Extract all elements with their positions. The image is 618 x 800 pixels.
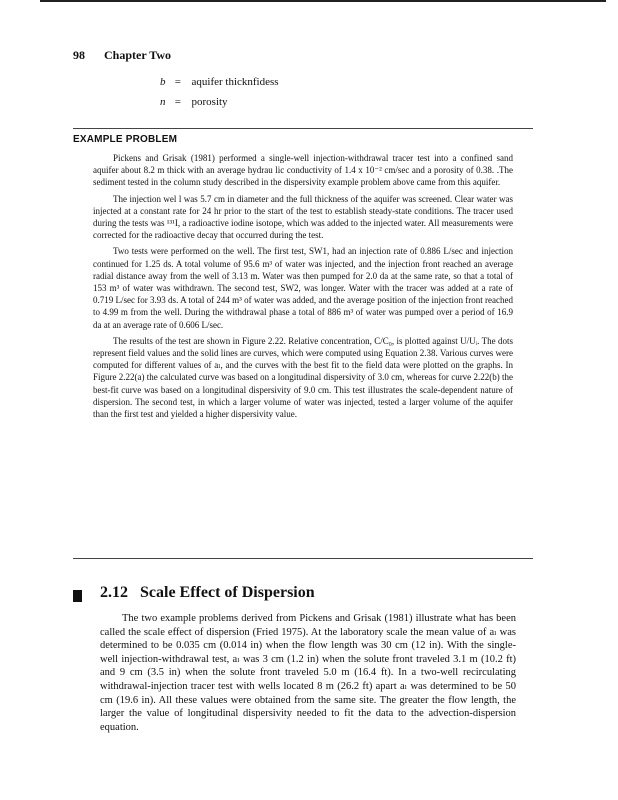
symbol-definition	[160, 96, 228, 108]
section-paragraph: The two example problems derived from Pickens and Grisak (1981) illustrate what has been called the scale effect of dispersion (Fried 1975). At the laboratory scale the mean value of aₗ was determined to be 0.035 cm (0.014 in) when the flow length was 30 cm (12 in). With the single-well injection-withdrawal test, aₗ was 3 cm (1.2 in) when the solute front traveled 3.1 m (10.2 ft) and 9 cm (3.5 in) when the solute front traveled 5.0 m (16.4 ft). In a two-well recirculating withdrawal-injection tracer test with wells located 8 m (26.2 ft) apart aₗ was determined to be 50 cm (19.6 in). All these values were obtained from the same site. The greater the flow length, the larger the value of longitudinal dispersivity needed to fit the data to the advection-dispersion equation.	[100, 613, 516, 733]
example-body	[93, 152, 513, 424]
section-heading	[100, 584, 315, 602]
example-bottom-rule	[73, 558, 533, 559]
section-body	[100, 612, 516, 734]
symbol-description: aquifer thicknfidess	[191, 76, 279, 88]
chapter-title: Chapter Two	[104, 48, 172, 62]
example-paragraph: The injection wel l was 5.7 cm in diameter and the full thickness of the aquifer was screened. Clear water was injected at a constant rate for 24 hr prior to the start of the test to establish steady-state conditions. The tracer used during the tests was ¹³¹I, a radioactive iodine isotope, which was added to the injected water. All measurements were corrected for the radioactive decay that occurred during the test.	[93, 193, 513, 241]
example-title: EXAMPLE PROBLEM	[73, 134, 178, 145]
section-number: 2.12	[100, 584, 128, 601]
equals-sign: =	[174, 76, 181, 88]
symbol: b	[160, 76, 166, 88]
example-paragraph: Pickens and Grisak (1981) performed a single-well injection-withdrawal tracer test into a confined sand aquifer about 8.2 m thick with an average hydrau lic conductivity of 1.4 x 10⁻² cm/sec and a porosity of 0.38. .The sediment tested in the column study described in the dispersivity example problem above came from this aquifer.	[93, 153, 513, 188]
top-rule	[40, 0, 606, 2]
section-title: Scale Effect of Dispersion	[140, 584, 315, 601]
symbol-definition	[160, 76, 279, 88]
example-paragraph: Two tests were performed on the well. The first test, SW1, had an injection rate of 0.886 L/sec and injection continued for 1.25 ds. A total volume of 95.6 m³ of water was injected, and the injection front reached an average radial distance away from the well of 3.13 m. Water was then pumped for 2.0 da at the same rate, so that a total of 153 m³ of water was withdrawn. The second test, SW2, was longer. Water with the tracer was added at a rate of 0.719 L/sec for 3.93 ds. A total of 244 m³ of water was added, and the average position of the injection front reached to 4.99 m from the well. During the withdrawal phase a total of 886 m³ of water was pumped over a period of 16.9 da at an average rate of 0.606 L/sec.	[93, 246, 513, 330]
symbol: n	[160, 96, 166, 108]
equals-sign: =	[174, 96, 181, 108]
page-number: 98	[73, 48, 85, 62]
symbol-description: porosity	[191, 96, 228, 108]
page-header	[73, 48, 171, 63]
example-paragraph: The results of the test are shown in Figure 2.22. Relative concentration, C/C₀, is plotted against U/Uᵢ. The dots represent field values and the solid lines are curves, which were computed using Equation 2.38. Various curves were computed for different values of aₗ, and the curves with the best fit to the field data were plotted on the graphs. In Figure 2.22(a) the calculated curve was based on a longitudinal dispersivity of 3.0 cm, whereas for curve 2.22(b) the best-fit curve was based on a longitudinal dispersivity of 9.0 cm. This test illustrates the scale-dependent nature of dispersion. The second test, in which a larger volume of water was injected, tested a larger volume of the aquifer than the first test and yielded a higher dispersivity value.	[93, 335, 513, 420]
section-bullet	[73, 590, 82, 602]
example-top-rule	[73, 128, 533, 129]
